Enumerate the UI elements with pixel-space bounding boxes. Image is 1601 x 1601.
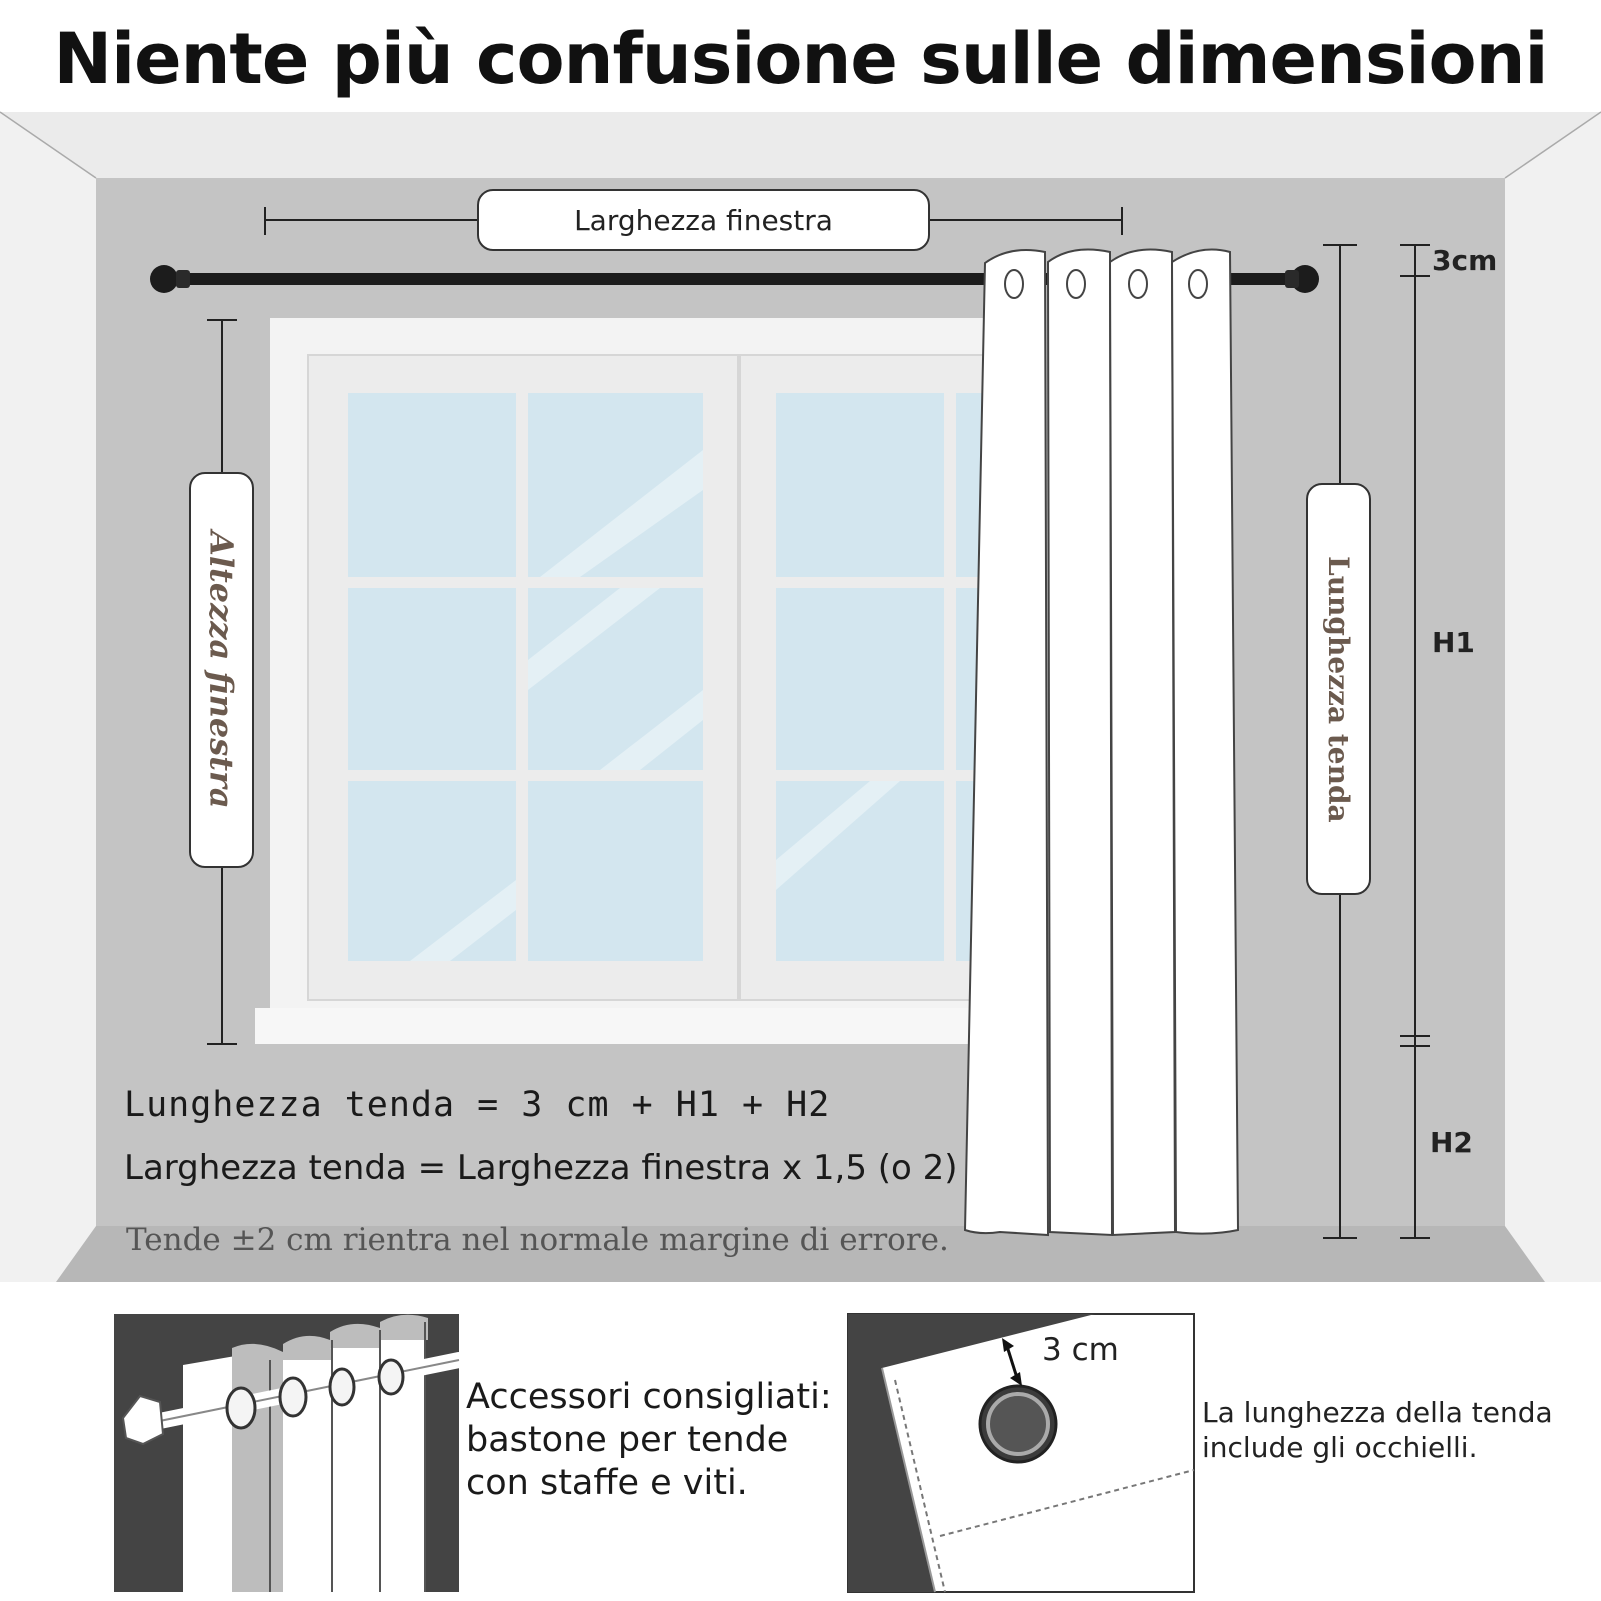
width-formula: Larghezza tenda = Larghezza finestra x 1,5 (o 2): [124, 1148, 958, 1188]
top-gap-label: 3cm: [1432, 244, 1498, 277]
h2-label: H2: [1430, 1126, 1473, 1159]
right-wall: [1505, 112, 1601, 1282]
grommet-icon: [848, 1314, 1194, 1592]
h1-label: H1: [1432, 626, 1475, 659]
eyelet-text: La lunghezza della tenda include gli occhielli.: [1202, 1396, 1553, 1464]
window-width-text: Larghezza finestra: [574, 203, 833, 237]
curtain-length-label: [1306, 483, 1371, 895]
tolerance-note: Tende ±2 cm rientra nel normale margine di errore.: [126, 1222, 949, 1258]
curtain-length-text: Lunghezza tenda: [1322, 555, 1355, 823]
window-height-text: Altezza finestra: [202, 531, 241, 809]
ceiling: [0, 112, 1601, 178]
accessories-text: Accessori consigliati: bastone per tende con staffe e viti.: [466, 1377, 832, 1503]
curtain-icon: [965, 250, 1238, 1235]
window-icon: [255, 318, 1000, 1044]
page-title: Niente più confusione sulle dimensioni: [53, 18, 1548, 100]
length-formula: Lunghezza tenda = 3 cm + H1 + H2: [124, 1085, 831, 1125]
window-width-label: [477, 189, 930, 251]
eyelet-measure: 3 cm: [1042, 1332, 1119, 1368]
window-height-label: [189, 472, 254, 868]
accessory-image: [114, 1314, 459, 1592]
left-wall: [0, 112, 96, 1282]
